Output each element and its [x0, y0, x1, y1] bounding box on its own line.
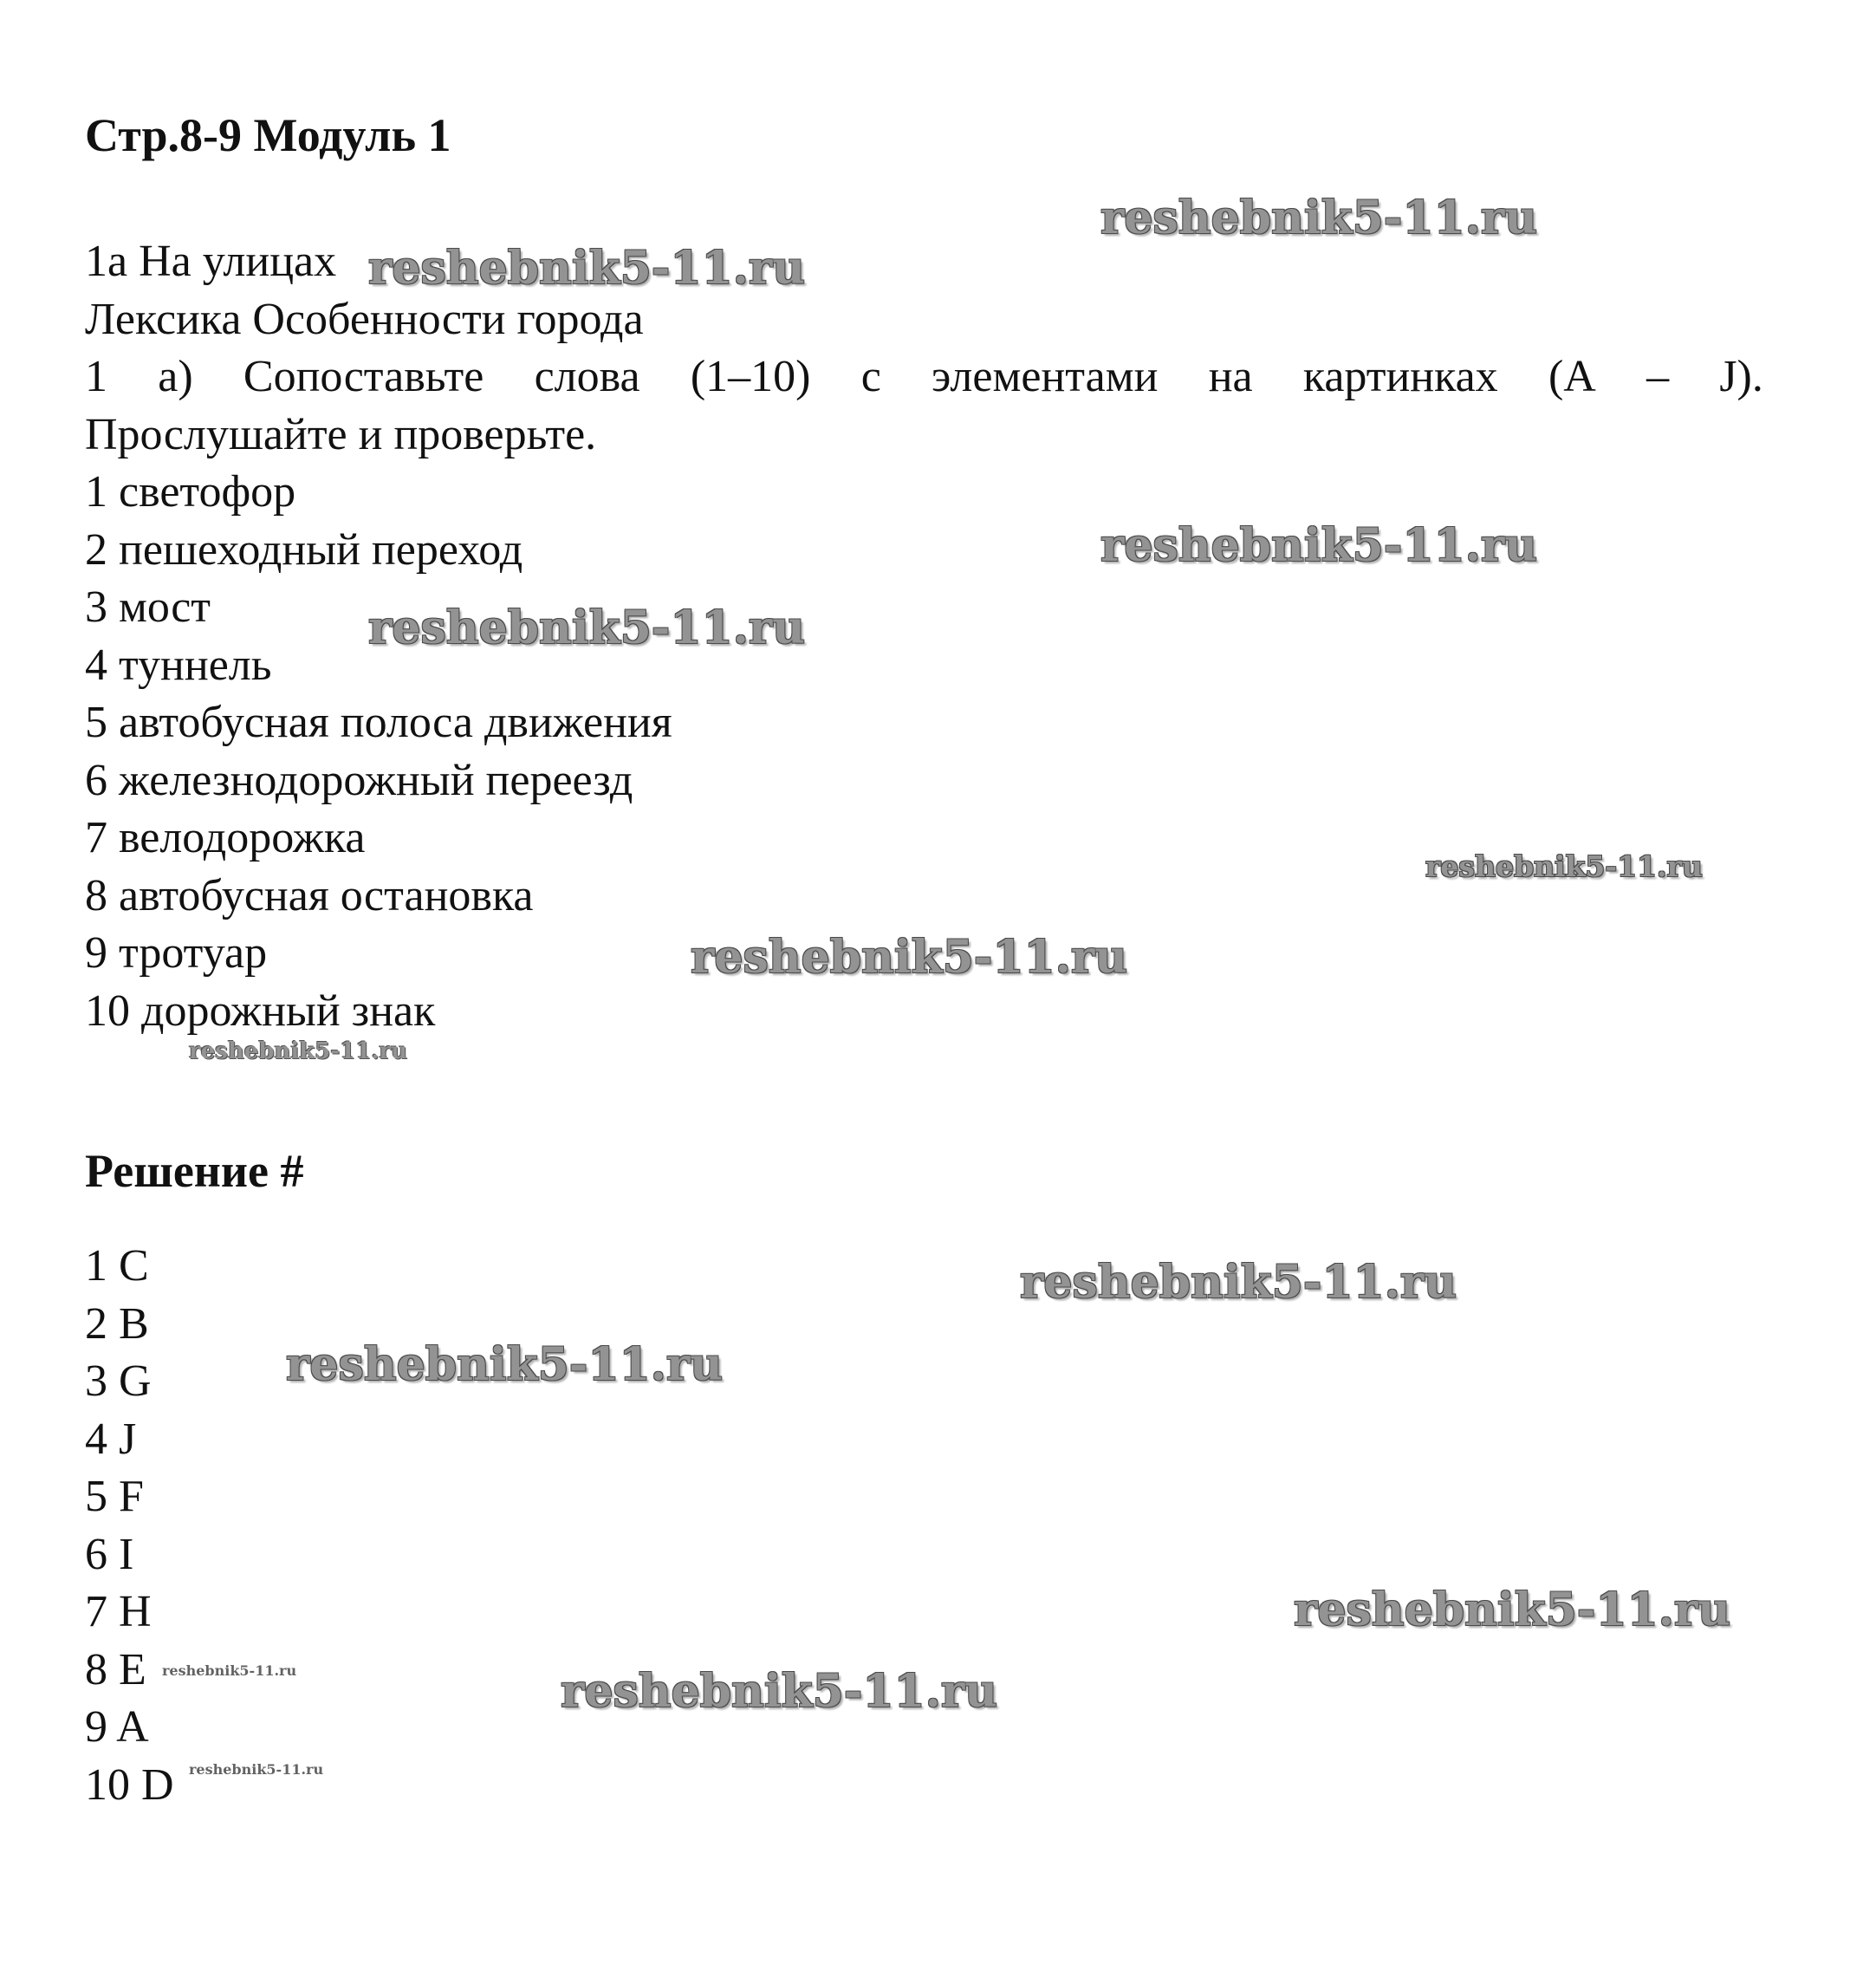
page-title: Стр.8-9 Модуль 1 — [85, 109, 451, 161]
watermark: reshebnik5-11.ru — [1425, 849, 1703, 883]
vocab-item: 3 мост — [85, 582, 211, 632]
watermark: reshebnik5-11.ru — [1020, 1256, 1457, 1309]
instruction-word: Сопоставьте — [243, 352, 484, 401]
vocab-item: 6 железнодорожный переезд — [85, 755, 633, 805]
answer-item: 4 J — [85, 1414, 137, 1464]
instruction-word: элементами — [932, 352, 1159, 401]
instruction-word: – — [1646, 352, 1670, 401]
watermark: reshebnik5-11.ru — [189, 1761, 324, 1778]
watermark: reshebnik5-11.ru — [1100, 519, 1538, 572]
answer-item: 9 A — [85, 1702, 149, 1752]
task-instruction-line-1 — [85, 348, 1763, 406]
solution-heading: Решение # — [85, 1145, 304, 1197]
instruction-word: J). — [1719, 352, 1763, 401]
watermark: reshebnik5-11.ru — [1100, 192, 1538, 244]
task-instruction-line-2: Прослушайте и проверьте. — [85, 409, 597, 459]
watermark: reshebnik5-11.ru — [189, 1038, 408, 1064]
answer-item: 3 G — [85, 1356, 152, 1406]
instruction-word: картинках — [1302, 352, 1498, 401]
watermark: reshebnik5-11.ru — [162, 1662, 297, 1679]
answer-item: 1 C — [85, 1241, 149, 1291]
instruction-word: с — [860, 352, 881, 401]
vocab-item: 7 велодорожка — [85, 813, 366, 862]
instruction-word: на — [1208, 352, 1253, 401]
answer-item: 5 F — [85, 1472, 144, 1521]
answers-block — [85, 1238, 174, 1814]
watermark: reshebnik5-11.ru — [286, 1338, 724, 1391]
task-block — [85, 233, 1763, 1040]
answer-item: 10 D — [85, 1759, 174, 1810]
answer-item: 8 E — [85, 1644, 146, 1694]
vocab-item: 1 светофор — [85, 467, 296, 517]
instruction-word: a) — [158, 352, 193, 401]
vocab-item: 5 автобусная полоса движения — [85, 698, 672, 747]
answer-item: 6 I — [85, 1529, 134, 1579]
vocab-item: 2 пешеходный переход — [85, 524, 523, 575]
section-title: 1a На улицах — [85, 237, 337, 286]
watermark: reshebnik5-11.ru — [561, 1665, 998, 1718]
vocab-item: 4 туннель — [85, 640, 272, 690]
subsection-title: Лексика Особенности города — [85, 294, 644, 344]
vocab-item: 10 дорожный знак — [85, 985, 436, 1036]
instruction-word: слова — [534, 352, 640, 401]
vocab-item: 9 тротуар — [85, 928, 268, 978]
watermark: reshebnik5-11.ru — [1294, 1584, 1731, 1636]
vocab-item: 8 автобусная остановка — [85, 870, 534, 920]
watermark: reshebnik5-11.ru — [368, 242, 806, 295]
instruction-word: (A — [1548, 352, 1596, 401]
answer-item: 7 H — [85, 1587, 152, 1636]
watermark: reshebnik5-11.ru — [691, 931, 1128, 984]
instruction-word: 1 — [85, 352, 107, 401]
watermark: reshebnik5-11.ru — [368, 602, 806, 654]
instruction-word: (1–10) — [690, 352, 811, 401]
answer-item: 2 B — [85, 1298, 149, 1349]
